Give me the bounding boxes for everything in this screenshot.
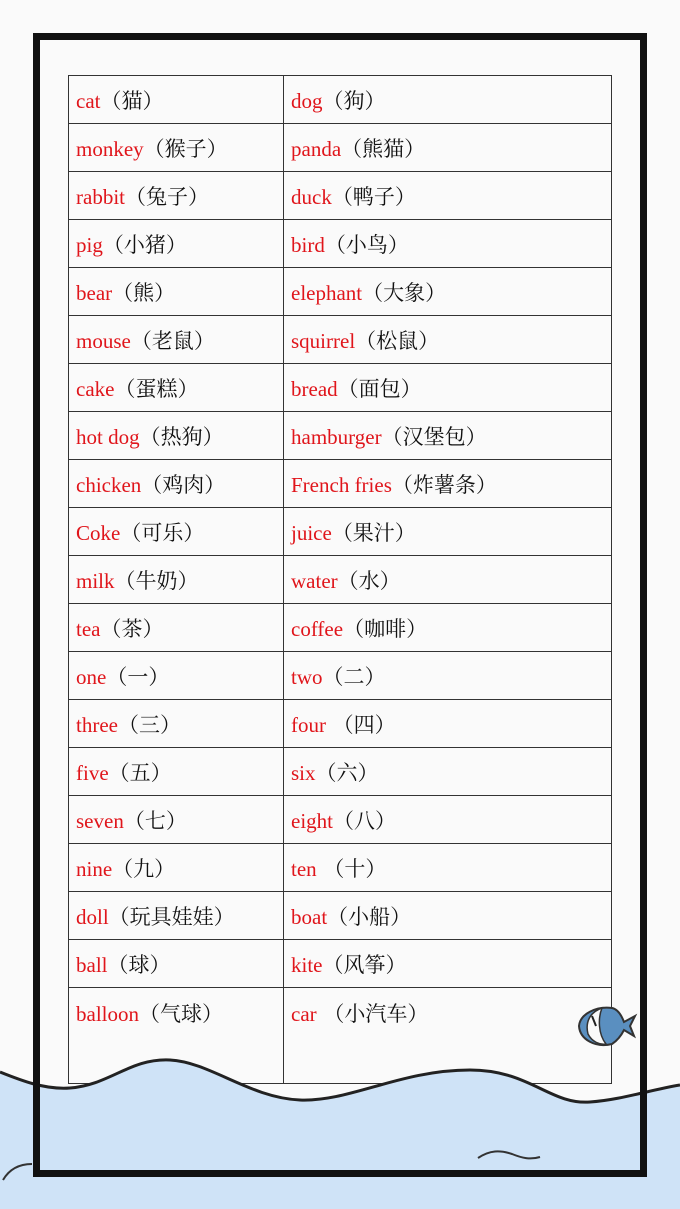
english-word: squirrel [291,328,356,353]
chinese-translation: （八） [333,808,396,833]
chinese-translation: （熊猫） [341,136,426,161]
english-word: bread [291,376,338,401]
table-row [69,124,612,172]
vocab-cell [69,76,284,124]
vocab-cell [69,700,284,748]
table-row [69,940,612,988]
vocab-cell [69,892,284,940]
vocab-cell [284,172,612,220]
vocab-cell [284,940,612,988]
chinese-translation: （兔子） [124,184,209,209]
chinese-translation: （可乐） [120,520,205,545]
chinese-translation: （六） [315,760,379,785]
english-word: Coke [76,520,121,545]
english-word: rabbit [76,184,125,209]
vocabulary-table [68,75,612,1084]
english-word: cake [76,376,115,401]
english-word: elephant [291,280,363,305]
chinese-translation: （小鸟） [324,232,409,257]
english-word: hamburger [291,424,382,449]
english-word: dog [291,88,323,113]
english-word: water [291,568,338,593]
chinese-translation: （风筝） [322,952,407,977]
english-word: kite [291,952,323,977]
chinese-translation: （汉堡包） [381,424,487,449]
vocab-cell [284,124,612,172]
english-word: monkey [76,136,144,161]
table-row [69,508,612,556]
vocab-cell [69,604,284,652]
vocab-cell [284,892,612,940]
chinese-translation: （面包） [337,376,422,401]
vocab-cell [284,988,612,1084]
english-word: coffee [291,616,344,641]
table-row [69,76,612,124]
vocab-cell [69,460,284,508]
chinese-translation: （小猪） [102,232,187,257]
english-word: doll [76,904,109,929]
chinese-translation: （十） [316,856,387,881]
table-row [69,652,612,700]
english-word: boat [291,904,328,929]
table-row [69,604,612,652]
chinese-translation: （猴子） [143,136,228,161]
chinese-translation: （二） [322,664,386,689]
table-row [69,460,612,508]
english-word: chicken [76,472,142,497]
table-row [69,556,612,604]
vocab-cell [69,124,284,172]
table-row [69,796,612,844]
vocab-cell [284,844,612,892]
chinese-translation: （老鼠） [130,328,215,353]
vocab-cell [284,508,612,556]
chinese-translation: （大象） [362,280,447,305]
english-word: ball [76,952,108,977]
english-word: panda [291,136,342,161]
chinese-translation: （球） [107,952,171,977]
vocab-cell [69,364,284,412]
table-row [69,220,612,268]
vocab-cell [284,316,612,364]
english-word: one [76,664,107,689]
table-row [69,748,612,796]
vocab-cell [69,268,284,316]
small-wave-mark [478,1151,540,1158]
vocab-cell [284,700,612,748]
table-row [69,892,612,940]
vocab-cell [69,172,284,220]
english-word: bird [291,232,325,257]
english-word: six [291,760,316,785]
vocab-cell [284,412,612,460]
chinese-translation: （九） [112,856,176,881]
english-word: French fries [291,472,392,497]
chinese-translation: （果汁） [331,520,416,545]
vocab-cell [284,652,612,700]
vocab-cell [284,748,612,796]
chinese-translation: （猫） [100,88,164,113]
vocab-cell [69,652,284,700]
chinese-translation: （牛奶） [114,568,199,593]
chinese-translation: （熊） [112,280,176,305]
chinese-translation: （三） [117,712,181,737]
english-word: car [291,1002,317,1026]
english-word: bear [76,280,113,305]
vocab-cell [69,412,284,460]
vocab-cell [284,268,612,316]
vocab-cell [69,844,284,892]
corner-wave-mark [3,1164,32,1180]
table-row [69,316,612,364]
vocab-cell [69,556,284,604]
vocab-cell [69,940,284,988]
chinese-translation: （一） [106,664,170,689]
chinese-translation: （五） [108,760,172,785]
english-word: nine [76,856,113,881]
vocab-cell [69,508,284,556]
english-word: mouse [76,328,131,353]
vocab-cell [69,316,284,364]
vocab-cell [284,364,612,412]
chinese-translation: （鸭子） [331,184,416,209]
table-row [69,364,612,412]
english-word: tea [76,616,101,641]
english-word: two [291,664,323,689]
chinese-translation: （热狗） [139,424,224,449]
vocab-cell [69,220,284,268]
english-word: five [76,760,109,785]
chinese-translation: （蛋糕） [114,376,199,401]
chinese-translation: （鸡肉） [141,472,226,497]
chinese-translation: （炸薯条） [391,472,497,497]
chinese-translation: （七） [123,808,187,833]
table-row [69,700,612,748]
chinese-translation: （气球） [139,1002,223,1026]
english-word: ten [291,856,317,881]
vocab-cell [284,460,612,508]
chinese-translation: （咖啡） [343,616,428,641]
vocab-cell [69,796,284,844]
table-row [69,844,612,892]
vocab-cell [69,748,284,796]
table-row [69,268,612,316]
vocab-cell [69,988,284,1084]
chinese-translation: （茶） [100,616,164,641]
table-row [69,172,612,220]
chinese-translation: （小船） [327,904,412,929]
chinese-translation: （水） [337,568,401,593]
vocab-cell [284,796,612,844]
vocab-cell [284,76,612,124]
table-row [69,412,612,460]
english-word: hot dog [76,424,140,449]
english-word: pig [76,232,103,257]
vocab-cell [284,220,612,268]
english-word: seven [76,808,124,833]
english-word: cat [76,88,101,113]
english-word: balloon [76,1002,139,1026]
vocab-cell [284,556,612,604]
english-word: juice [291,520,332,545]
english-word: four [291,712,326,737]
chinese-translation: （玩具娃娃） [108,904,235,929]
english-word: milk [76,568,115,593]
table-row [69,988,612,1084]
english-word: eight [291,808,333,833]
english-word: three [76,712,118,737]
vocab-cell [284,604,612,652]
vocabulary-table-body [69,76,612,1084]
chinese-translation: （狗） [322,88,386,113]
chinese-translation: （四） [326,712,396,737]
english-word: duck [291,184,332,209]
chinese-translation: （小汽车） [316,1002,429,1026]
chinese-translation: （松鼠） [355,328,440,353]
